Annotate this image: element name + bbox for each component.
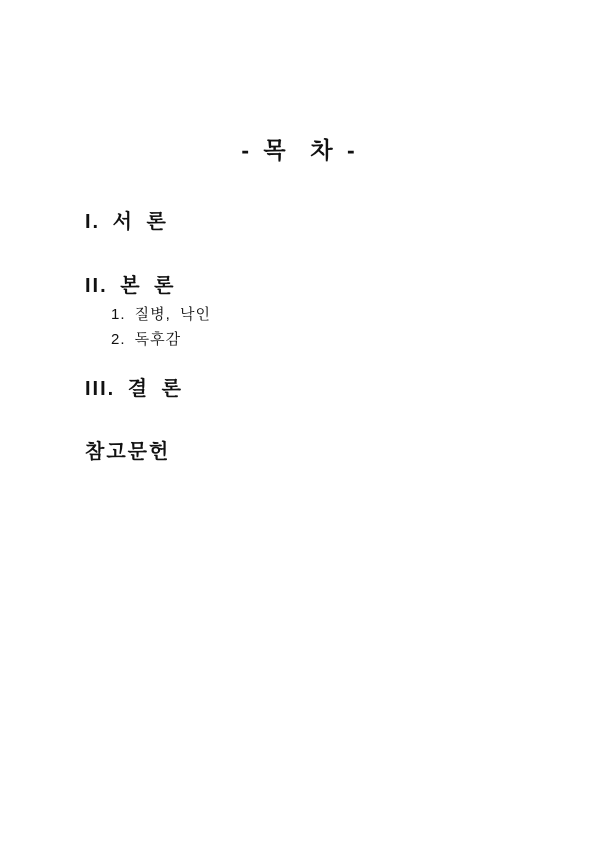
toc-title: - 목 차 - bbox=[241, 137, 359, 163]
toc-entry-conclusion: III. 결 론 bbox=[85, 378, 183, 400]
toc-entry-introduction: I. 서 론 bbox=[85, 211, 168, 233]
toc-entry-references: 참고문헌 bbox=[85, 441, 171, 463]
toc-entry-main-body: II. 본 론 bbox=[85, 275, 176, 297]
toc-subentry-book-review: 2. 독후감 bbox=[111, 331, 182, 348]
toc-subentry-disease-stigma: 1. 질병, 낙인 bbox=[111, 306, 211, 323]
